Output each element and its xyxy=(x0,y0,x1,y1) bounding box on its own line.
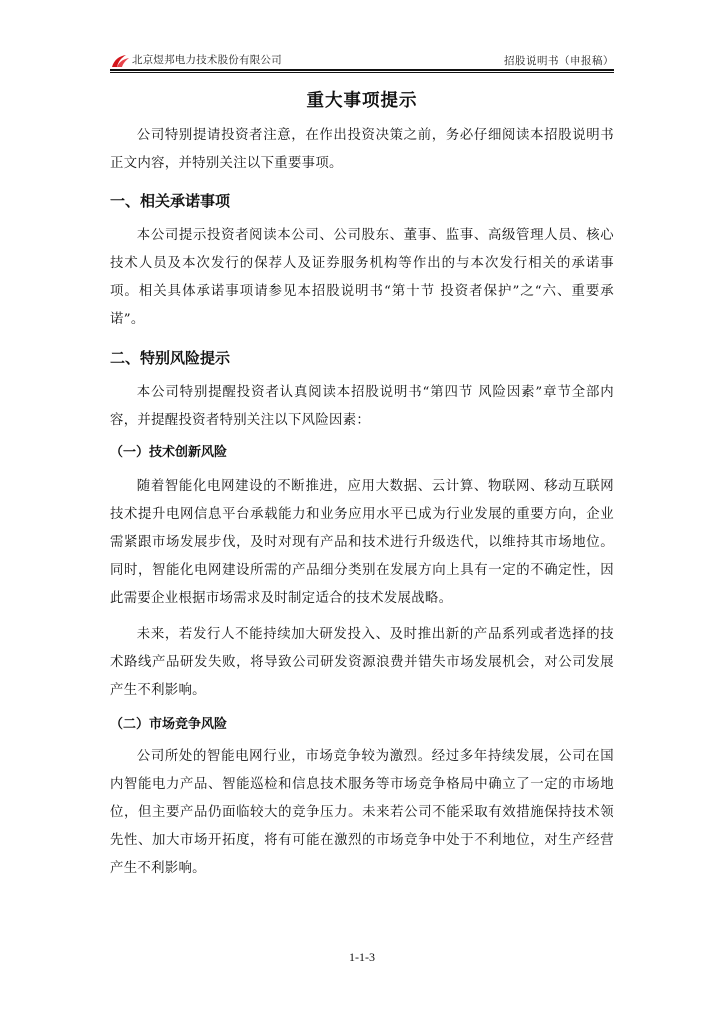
document-type: 招股说明书（申报稿） xyxy=(504,55,614,67)
market-competition-paragraph: 公司所处的智能电网行业，市场竞争较为激烈。经过多年持续发展，公司在国内智能电力产品、智能巡检和信息技术服务等市场竞争格局中确立了一定的市场地位，但主要产品仍面临较大的竞争压力。未来若公司不能采取有效措施保持技术领先性、加大市场开拓度，将有可能在激烈的市场竞争中处于不利地位，对生产经营产生不利影响。 xyxy=(110,749,614,876)
tech-innovation-paragraph-2: 未来，若发行人不能持续加大研发投入、及时推出新的产品系列或者选择的技术路线产品研发失败，将导致公司研发资源浪费并错失市场发展机会，对公司发展产生不利影响。 xyxy=(110,627,614,698)
commitments-paragraph: 本公司提示投资者阅读本公司、公司股东、董事、监事、高级管理人员、核心技术人员及本次发行的保荐人及证券服务机构等作出的与本次发行相关的承诺事项。相关具体承诺事项请参见本招股说明书“第十节 投资者保护”之“六、重要承诺”。 xyxy=(110,228,614,327)
header-left xyxy=(110,52,282,67)
subsection-heading-tech-innovation: （一）技术创新风险 xyxy=(110,445,228,460)
header-rule-thick xyxy=(110,69,614,71)
page-number: 1-1-3 xyxy=(349,950,375,964)
company-name: 北京煜邦电力技术股份有限公司 xyxy=(132,54,282,66)
header-rule-thin xyxy=(110,72,614,73)
page-footer xyxy=(0,950,724,965)
tech-innovation-paragraph-1: 随着智能化电网建设的不断推进，应用大数据、云计算、物联网、移动互联网技术提升电网信息平台承载能力和业务应用水平已成为行业发展的重要方向，企业需紧跟市场发展步伐，及时对现有产品和技术进行升级迭代，以维持其市场地位。同时，智能化电网建设所需的产品细分类别在发展方向上具有一定的不确定性，因此需要企业根据市场需求及时制定适合的技术发展战略。 xyxy=(110,479,614,606)
page-title: 重大事项提示 xyxy=(306,91,418,111)
subsection-heading-market-competition: （二）市场竞争风险 xyxy=(110,717,228,732)
risks-intro-paragraph: 本公司特别提醒投资者认真阅读本招股说明书“第四节 风险因素”章节全部内容，并提醒投资者特别关注以下风险因素： xyxy=(110,385,614,428)
company-logo-icon xyxy=(110,53,130,67)
section-heading-risks: 二、特别风险提示 xyxy=(110,349,231,367)
page-header xyxy=(110,50,614,72)
intro-paragraph: 公司特别提请投资者注意，在作出投资决策之前，务必仔细阅读本招股说明书正文内容，并特别关注以下重要事项。 xyxy=(110,128,614,171)
section-heading-commitments: 一、相关承诺事项 xyxy=(110,192,231,210)
document-body xyxy=(110,86,614,883)
